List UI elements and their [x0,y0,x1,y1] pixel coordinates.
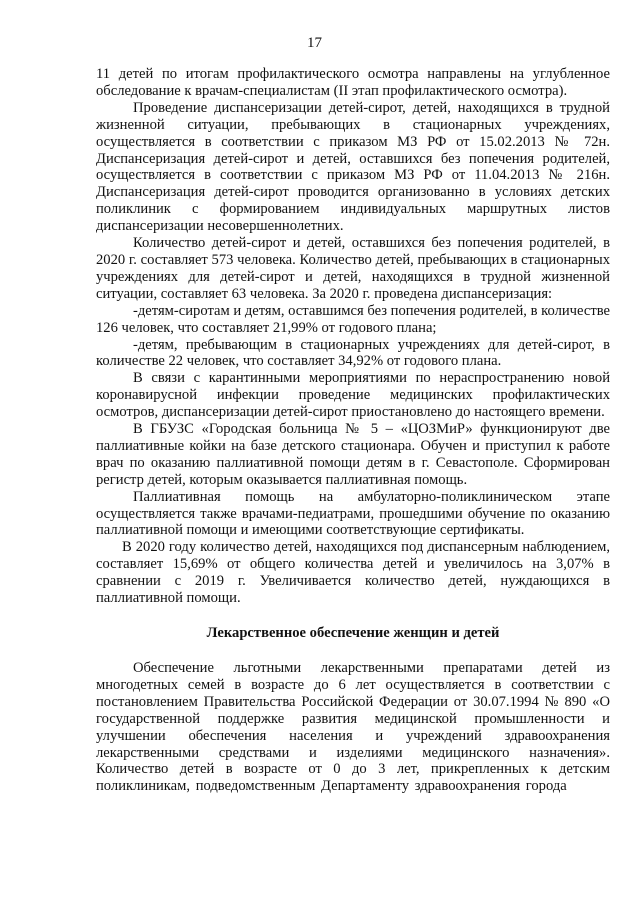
paragraph-screening-referral: 11 детей по итогам профилактического осмотра направлены на углубленное обследование к врачам-специалистам (II этап профилактического осмотра). [96,66,610,99]
page-number: 17 [307,35,322,51]
paragraph-orphan-counts: Количество детей-сирот и детей, оставшихся без попечения родителей, в 2020 г. составляет 573 человека. Количество детей, пребывающих в стационарных учреждениях для детей-сирот и детей, находящихся в трудной жизненной ситуации, составляет 63 человека. За 2020 г. проведена диспансеризация: [96,235,610,302]
paragraph-drug-provision: Обеспечение льготными лекарственными препаратами детей из многодетных семей в возрасте до 6 лет осуществляется в соответствии с постановлением Правительства Российской Федерации от 30.07.1994 № 890 «О государственной поддержке развития медицинской промышленности и улучшении обеспечения населения и учреждений здравоохранения лекарственными средствами и изделиями медицинского назначения». Количество детей в возрасте от 0 до 3 лет, прикрепленных к детским поликлиникам, подведомственным Департаменту здравоохранения города [96,660,610,795]
list-item-institutions: -детям, пребывающим в стационарных учреждениях для детей-сирот, в количестве 22 человек, что составляет 34,92% от годового плана. [96,336,610,370]
paragraph-quarantine: В связи с карантинными мероприятиями по нераспространению новой коронавирусной инфекции проведение медицинских профилактических осмотров, диспансеризации детей-сирот приостановлено до настоящего времени. [96,370,610,421]
paragraph-dispensary-observation: В 2020 году количество детей, находящихся под диспансерным наблюдением, составляет 15,69% от общего количества детей и увеличилось на 3,07% в сравнении с 2019 г. Увеличивается количество детей, нуждающихся в паллиативной помощи. [96,539,610,607]
section-heading: Лекарственное обеспечение женщин и детей [206,625,500,641]
list-item-orphans: -детям-сиротам и детям, оставшимся без попечения родителей, в количестве 126 человек, что составляет 21,99% от годового плана; [96,302,610,336]
paragraph-orphan-dispensary-orders: Проведение диспансеризации детей-сирот, детей, находящихся в трудной жизненной ситуации, пребывающих в стационарных учреждениях, осуществляется в соответствии с приказом МЗ РФ от 15.02.2013 № 72н. Диспансеризация детей-сирот и детей, оставшихся без попечения родителей, осуществляется в соответствии с приказом МЗ РФ от 11.04.2013 № 216н. Диспансеризация детей-сирот проводится организованно в условиях детских поликлиник с формированием индивидуальных маршрутных листов диспансеризации несовершеннолетних. [96,99,610,235]
paragraph-palliative-beds: В ГБУЗС «Городская больница № 5 – «ЦОЗМиР» функционируют две паллиативные койки на базе детского стационара. Обучен и приступил к работе врач по оказанию паллиативной помощи детям в г. Севастополе. Сформирован регистр детей, которым оказывается паллиативная помощь. [96,421,610,488]
document-body [96,66,610,795]
paragraph-palliative-outpatient: Паллиативная помощь на амбулаторно-поликлиническом этапе осуществляется также врачами-педиатрами, прошедшими обучение по оказанию паллиативной помощи и имеющими соответствующие сертификаты. [96,488,610,539]
